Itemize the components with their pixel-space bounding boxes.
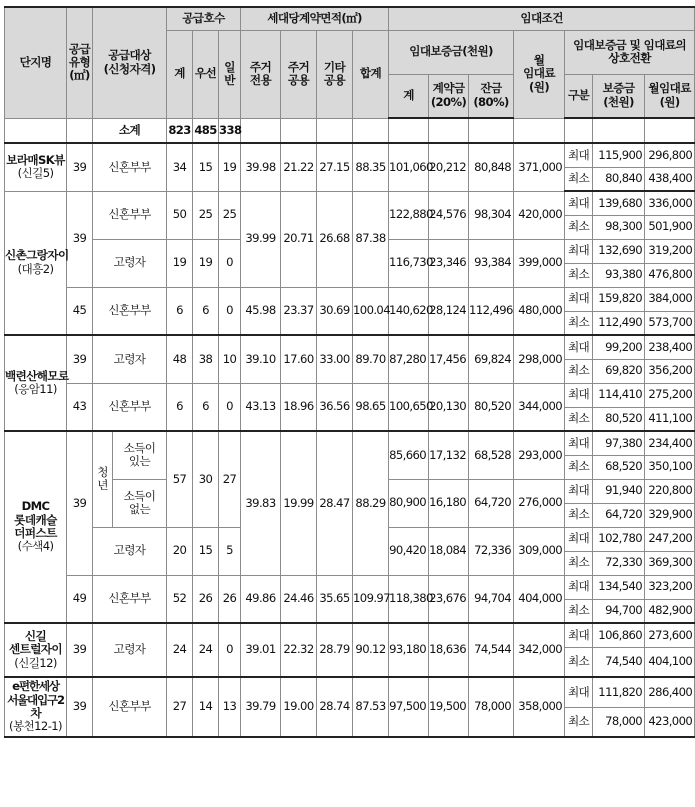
- cell-type: 39: [67, 191, 93, 287]
- cell-area-sum: 89.70: [353, 335, 389, 383]
- cell-conv-type: 최소: [565, 359, 593, 383]
- cell-conv-deposit: 99,200: [593, 335, 645, 359]
- cell-conv-type: 최대: [565, 383, 593, 407]
- cell-deposit: 93,180: [389, 623, 429, 677]
- cell-target: 신혼부부: [93, 575, 167, 623]
- cell-type: 39: [67, 623, 93, 677]
- cell-area-private: 49.86: [241, 575, 281, 623]
- subtotal-empty: [429, 118, 469, 143]
- cell-area-shared: 17.60: [281, 335, 317, 383]
- cell-general: 19: [219, 143, 241, 191]
- cell-total: 27: [167, 677, 193, 737]
- cell-type: 39: [67, 143, 93, 191]
- cell-target: 신혼부부: [93, 143, 167, 191]
- cell-type: 45: [67, 287, 93, 335]
- cell-deposit-balance: 98,304: [469, 191, 514, 239]
- cell-monthly-rent: 293,000: [514, 431, 565, 479]
- subtotal-empty: [241, 118, 281, 143]
- cell-deposit: 116,730: [389, 239, 429, 287]
- cell-target: 고령자: [93, 239, 167, 287]
- cell-conv-deposit: 93,380: [593, 263, 645, 287]
- cell-area-shared: 22.32: [281, 623, 317, 677]
- cell-area-sum: 88.29: [353, 431, 389, 575]
- subtotal-empty: [389, 118, 429, 143]
- cell-deposit-balance: 64,720: [469, 479, 514, 527]
- complex-sub: (응암11): [14, 382, 57, 396]
- cell-priority: 25: [193, 191, 219, 239]
- complex-sinchon: [5, 191, 67, 335]
- complex-dmc: [5, 431, 67, 623]
- cell-conv-rent: 247,200: [645, 527, 695, 551]
- cell-conv-type: 최대: [565, 677, 593, 707]
- cell-conv-type: 최대: [565, 143, 593, 167]
- cell-conv-type: 최소: [565, 263, 593, 287]
- cell-deposit: 85,660: [389, 431, 429, 479]
- cell-monthly-rent: 420,000: [514, 191, 565, 239]
- header-conv-deposit: 보증금 (천원): [593, 74, 645, 118]
- cell-conv-type: 최대: [565, 431, 593, 455]
- cell-conv-deposit: 111,820: [593, 677, 645, 707]
- cell-area-other: 36.56: [317, 383, 353, 431]
- cell-priority: 30: [193, 431, 219, 527]
- table-row: [5, 383, 695, 407]
- cell-deposit: 122,880: [389, 191, 429, 239]
- header-target: 공급대상 (신청자격): [93, 7, 167, 118]
- cell-general: 0: [219, 239, 241, 287]
- cell-area-other: 26.68: [317, 191, 353, 287]
- cell-conv-deposit: 159,820: [593, 287, 645, 311]
- cell-total: 24: [167, 623, 193, 677]
- cell-area-private: 39.01: [241, 623, 281, 677]
- cell-target-income-no: 소득이 없는: [113, 479, 167, 527]
- cell-deposit-balance: 80,848: [469, 143, 514, 191]
- subtotal-empty: [593, 118, 645, 143]
- cell-total: 6: [167, 383, 193, 431]
- cell-type: 43: [67, 383, 93, 431]
- cell-area-shared: 19.00: [281, 677, 317, 737]
- cell-monthly-rent: 344,000: [514, 383, 565, 431]
- cell-deposit-balance: 68,528: [469, 431, 514, 479]
- cell-conv-type: 최대: [565, 623, 593, 647]
- cell-conv-type: 최대: [565, 335, 593, 359]
- subtotal-empty: [317, 118, 353, 143]
- subtotal-empty: [353, 118, 389, 143]
- cell-deposit-balance: 112,496: [469, 287, 514, 335]
- cell-area-shared: 24.46: [281, 575, 317, 623]
- cell-deposit-balance: 78,000: [469, 677, 514, 737]
- cell-monthly-rent: 371,000: [514, 143, 565, 191]
- cell-deposit: 87,280: [389, 335, 429, 383]
- table-row: [5, 431, 695, 455]
- cell-conv-deposit: 134,540: [593, 575, 645, 599]
- cell-conv-rent: 423,000: [645, 707, 695, 737]
- cell-total: 34: [167, 143, 193, 191]
- cell-conv-deposit: 139,680: [593, 191, 645, 215]
- cell-conv-rent: 286,400: [645, 677, 695, 707]
- cell-area-sum: 98.65: [353, 383, 389, 431]
- cell-conv-deposit: 78,000: [593, 707, 645, 737]
- cell-deposit-contract: 20,130: [429, 383, 469, 431]
- cell-priority: 14: [193, 677, 219, 737]
- cell-deposit-contract: 17,132: [429, 431, 469, 479]
- cell-area-private: 39.83: [241, 431, 281, 575]
- complex-epyeonhan: [5, 677, 67, 737]
- cell-priority: 38: [193, 335, 219, 383]
- cell-conv-deposit: 106,860: [593, 623, 645, 647]
- subtotal-general: 338: [219, 118, 241, 143]
- cell-area-private: 39.10: [241, 335, 281, 383]
- cell-priority: 26: [193, 575, 219, 623]
- cell-total: 52: [167, 575, 193, 623]
- cell-general: 10: [219, 335, 241, 383]
- cell-conv-type: 최대: [565, 239, 593, 263]
- cell-area-private: 39.98: [241, 143, 281, 191]
- cell-conv-rent: 329,900: [645, 503, 695, 527]
- cell-conv-rent: 275,200: [645, 383, 695, 407]
- cell-area-shared: 20.71: [281, 191, 317, 287]
- cell-area-other: 27.15: [317, 143, 353, 191]
- cell-type: 39: [67, 431, 93, 575]
- complex-name: 신길 센트럴자이: [9, 629, 62, 657]
- rental-table-container: [4, 6, 693, 738]
- complex-baekryeon: [5, 335, 67, 431]
- cell-area-private: 45.98: [241, 287, 281, 335]
- cell-conv-rent: 482,900: [645, 599, 695, 623]
- cell-target: 신혼부부: [93, 191, 167, 239]
- cell-conv-rent: 336,000: [645, 191, 695, 215]
- cell-general: 5: [219, 527, 241, 575]
- cell-deposit-contract: 17,456: [429, 335, 469, 383]
- cell-conv-deposit: 80,840: [593, 167, 645, 191]
- cell-type: 39: [67, 335, 93, 383]
- subtotal-total: 823: [167, 118, 193, 143]
- header-lease: 임대조건: [389, 7, 695, 30]
- cell-priority: 24: [193, 623, 219, 677]
- cell-conv-deposit: 72,330: [593, 551, 645, 575]
- cell-conv-rent: 350,100: [645, 455, 695, 479]
- header-monthly-rent: 월 임대료 (원): [514, 30, 565, 118]
- cell-conv-type: 최소: [565, 407, 593, 431]
- cell-priority: 19: [193, 239, 219, 287]
- cell-conv-deposit: 132,690: [593, 239, 645, 263]
- cell-deposit: 101,060: [389, 143, 429, 191]
- cell-area-shared: 18.96: [281, 383, 317, 431]
- table-row: [5, 143, 695, 167]
- cell-area-sum: 109.97: [353, 575, 389, 623]
- cell-monthly-rent: 399,000: [514, 239, 565, 287]
- cell-area-sum: 88.35: [353, 143, 389, 191]
- cell-conv-type: 최소: [565, 311, 593, 335]
- complex-sub: (수색4): [17, 539, 54, 554]
- cell-conv-deposit: 68,520: [593, 455, 645, 479]
- cell-deposit: 80,900: [389, 479, 429, 527]
- header-area-other: 기타 공용: [317, 30, 353, 118]
- cell-monthly-rent: 404,000: [514, 575, 565, 623]
- cell-deposit-contract: 18,084: [429, 527, 469, 575]
- cell-monthly-rent: 480,000: [514, 287, 565, 335]
- cell-conv-rent: 573,700: [645, 311, 695, 335]
- header-deposit: 임대보증금(천원): [389, 30, 514, 74]
- cell-deposit: 140,620: [389, 287, 429, 335]
- cell-conv-type: 최대: [565, 575, 593, 599]
- cell-general: 0: [219, 383, 241, 431]
- complex-sub: (신길12): [14, 655, 57, 670]
- cell-conv-deposit: 74,540: [593, 647, 645, 677]
- cell-conv-rent: 319,200: [645, 239, 695, 263]
- cell-conv-deposit: 64,720: [593, 503, 645, 527]
- complex-name: 신촌그랑자이: [5, 248, 69, 263]
- cell-conv-type: 최소: [565, 455, 593, 479]
- cell-conv-deposit: 91,940: [593, 479, 645, 503]
- cell-general: 25: [219, 191, 241, 239]
- cell-target: 신혼부부: [93, 677, 167, 737]
- cell-area-other: 30.69: [317, 287, 353, 335]
- cell-target: 고령자: [93, 623, 167, 677]
- cell-total: 19: [167, 239, 193, 287]
- cell-deposit-balance: 94,704: [469, 575, 514, 623]
- subtotal-empty: [5, 118, 67, 143]
- cell-area-shared: 23.37: [281, 287, 317, 335]
- cell-deposit-contract: 23,346: [429, 239, 469, 287]
- cell-area-other: 28.74: [317, 677, 353, 737]
- cell-area-private: 39.79: [241, 677, 281, 737]
- cell-deposit-contract: 18,636: [429, 623, 469, 677]
- cell-general: 0: [219, 623, 241, 677]
- cell-total: 50: [167, 191, 193, 239]
- cell-conv-type: 최대: [565, 527, 593, 551]
- cell-priority: 15: [193, 143, 219, 191]
- cell-conv-deposit: 102,780: [593, 527, 645, 551]
- cell-conv-deposit: 98,300: [593, 215, 645, 239]
- cell-monthly-rent: 342,000: [514, 623, 565, 677]
- cell-area-other: 28.47: [317, 431, 353, 575]
- complex-name: DMC 롯데캐슬 더퍼스트: [14, 499, 57, 540]
- header-deposit-balance: 잔금 (80%): [469, 74, 514, 118]
- cell-area-other: 28.79: [317, 623, 353, 677]
- cell-area-other: 35.65: [317, 575, 353, 623]
- cell-conv-type: 최소: [565, 707, 593, 737]
- cell-area-shared: 21.22: [281, 143, 317, 191]
- cell-total: 20: [167, 527, 193, 575]
- cell-target: 신혼부부: [93, 287, 167, 335]
- cell-conv-deposit: 97,380: [593, 431, 645, 455]
- cell-conv-deposit: 80,520: [593, 407, 645, 431]
- cell-deposit: 100,650: [389, 383, 429, 431]
- subtotal-priority: 485: [193, 118, 219, 143]
- cell-deposit-balance: 80,520: [469, 383, 514, 431]
- header-supply-units: 공급호수: [167, 7, 241, 30]
- cell-conv-type: 최소: [565, 599, 593, 623]
- cell-deposit: 118,380: [389, 575, 429, 623]
- cell-priority: 6: [193, 287, 219, 335]
- cell-area-sum: 87.53: [353, 677, 389, 737]
- table-row: [5, 287, 695, 311]
- header-deposit-contract: 계약금 (20%): [429, 74, 469, 118]
- subtotal-empty: [469, 118, 514, 143]
- header-supply-general: 일반: [219, 30, 241, 118]
- complex-name: e편한세상 서울대입구2차: [7, 679, 64, 720]
- cell-total: 6: [167, 287, 193, 335]
- cell-monthly-rent: 309,000: [514, 527, 565, 575]
- cell-conv-deposit: 69,820: [593, 359, 645, 383]
- cell-conv-deposit: 114,410: [593, 383, 645, 407]
- cell-general: 0: [219, 287, 241, 335]
- cell-conv-rent: 273,600: [645, 623, 695, 647]
- cell-monthly-rent: 358,000: [514, 677, 565, 737]
- header-supply-priority: 우선: [193, 30, 219, 118]
- cell-conv-rent: 476,800: [645, 263, 695, 287]
- cell-area-sum: 90.12: [353, 623, 389, 677]
- header-type: 공급 유형 (㎡): [67, 7, 93, 118]
- header-supply-total: 계: [167, 30, 193, 118]
- cell-conv-type: 최대: [565, 479, 593, 503]
- cell-target-youth: 청년: [93, 431, 113, 527]
- table-row: [5, 677, 695, 707]
- header-conv-type: 구분: [565, 74, 593, 118]
- cell-conv-rent: 220,800: [645, 479, 695, 503]
- cell-monthly-rent: 276,000: [514, 479, 565, 527]
- cell-conv-rent: 369,300: [645, 551, 695, 575]
- cell-conv-deposit: 94,700: [593, 599, 645, 623]
- cell-deposit-contract: 16,180: [429, 479, 469, 527]
- complex-name: 백련산해모로: [5, 368, 69, 383]
- rental-conditions-table: [4, 6, 695, 738]
- cell-conv-rent: 411,100: [645, 407, 695, 431]
- header-conv-rent: 월임대료 (원): [645, 74, 695, 118]
- cell-area-other: 33.00: [317, 335, 353, 383]
- cell-target: 고령자: [93, 335, 167, 383]
- subtotal-empty: [281, 118, 317, 143]
- table-row: [5, 575, 695, 599]
- cell-conv-type: 최대: [565, 287, 593, 311]
- cell-general: 26: [219, 575, 241, 623]
- subtotal-empty: [565, 118, 593, 143]
- cell-deposit-contract: 28,124: [429, 287, 469, 335]
- table-row: [5, 335, 695, 359]
- cell-priority: 15: [193, 527, 219, 575]
- cell-monthly-rent: 298,000: [514, 335, 565, 383]
- cell-area-shared: 19.99: [281, 431, 317, 575]
- cell-deposit-balance: 74,544: [469, 623, 514, 677]
- header-area-private: 주거 전용: [241, 30, 281, 118]
- complex-sub: (대흥2): [17, 261, 54, 276]
- cell-conv-type: 최소: [565, 647, 593, 677]
- cell-target-income-yes: 소득이 있는: [113, 431, 167, 479]
- cell-priority: 6: [193, 383, 219, 431]
- cell-conv-rent: 501,900: [645, 215, 695, 239]
- header-area-shared: 주거 공용: [281, 30, 317, 118]
- cell-conv-rent: 438,400: [645, 167, 695, 191]
- subtotal-empty: [645, 118, 695, 143]
- cell-conv-type: 최소: [565, 215, 593, 239]
- header-area-sum: 합계: [353, 30, 389, 118]
- complex-sub: (봉천12-1): [9, 719, 62, 734]
- cell-deposit-contract: 24,576: [429, 191, 469, 239]
- cell-area-sum: 87.38: [353, 191, 389, 287]
- cell-deposit-contract: 20,212: [429, 143, 469, 191]
- cell-conv-deposit: 112,490: [593, 311, 645, 335]
- complex-name: 보라매SK뷰: [6, 152, 65, 167]
- complex-singil: [5, 623, 67, 677]
- header-deposit-total: 계: [389, 74, 429, 118]
- cell-deposit: 90,420: [389, 527, 429, 575]
- cell-general: 13: [219, 677, 241, 737]
- header-conversion: 임대보증금 및 임대료의 상호전환: [565, 30, 695, 74]
- cell-conv-rent: 238,400: [645, 335, 695, 359]
- cell-conv-type: 최소: [565, 503, 593, 527]
- cell-conv-rent: 234,400: [645, 431, 695, 455]
- cell-conv-rent: 356,200: [645, 359, 695, 383]
- header-complex: 단지명: [5, 7, 67, 118]
- cell-conv-rent: 404,100: [645, 647, 695, 677]
- cell-deposit-balance: 69,824: [469, 335, 514, 383]
- cell-total: 57: [167, 431, 193, 527]
- cell-area-private: 39.99: [241, 191, 281, 287]
- cell-type: 39: [67, 677, 93, 737]
- cell-area-private: 43.13: [241, 383, 281, 431]
- cell-general: 27: [219, 431, 241, 527]
- cell-area-sum: 100.04: [353, 287, 389, 335]
- cell-total: 48: [167, 335, 193, 383]
- subtotal-label: 소계: [93, 118, 167, 143]
- table-row: [5, 191, 695, 215]
- complex-borame: [5, 143, 67, 191]
- cell-deposit-balance: 72,336: [469, 527, 514, 575]
- table-row: [5, 623, 695, 647]
- cell-conv-type: 최대: [565, 191, 593, 215]
- cell-conv-deposit: 115,900: [593, 143, 645, 167]
- cell-conv-type: 최소: [565, 167, 593, 191]
- cell-deposit-contract: 19,500: [429, 677, 469, 737]
- cell-deposit-balance: 93,384: [469, 239, 514, 287]
- cell-deposit-contract: 23,676: [429, 575, 469, 623]
- cell-target: 신혼부부: [93, 383, 167, 431]
- cell-conv-rent: 323,200: [645, 575, 695, 599]
- cell-conv-rent: 384,000: [645, 287, 695, 311]
- subtotal-empty: [514, 118, 565, 143]
- cell-conv-rent: 296,800: [645, 143, 695, 167]
- cell-deposit: 97,500: [389, 677, 429, 737]
- subtotal-empty: [67, 118, 93, 143]
- cell-target: 고령자: [93, 527, 167, 575]
- cell-type: 49: [67, 575, 93, 623]
- complex-sub: (신길5): [17, 166, 54, 181]
- cell-conv-type: 최소: [565, 551, 593, 575]
- header-area: 세대당계약면적(㎡): [241, 7, 389, 30]
